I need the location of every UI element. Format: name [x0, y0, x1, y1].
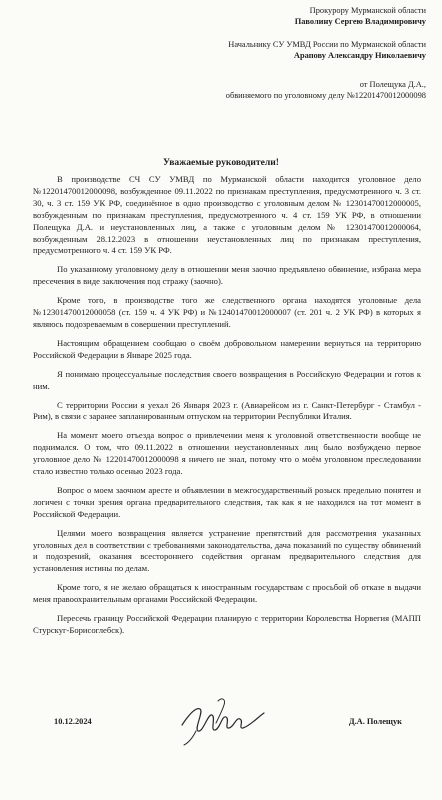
addressee-investigation-head — [228, 40, 426, 62]
paragraph: С территории России я уехал 26 Января 2023 г. (Авиарейсом из г. Санкт-Петербург - Стамбул - Рим), в связи с заранее запланированным отпуском на территории Республики Италия. — [33, 399, 421, 422]
paragraph: В производстве СЧ СУ УМВД по Мурманской области находится уголовное дело №12201470012000098, возбужденное 09.11.2022 по признакам преступления, предусмотренного ч. 3 ст. 30, ч. 3 ст. 159 УК РФ, соединённое в одно производство с уголовным делом № 12301470012000005, возбужденным по признакам преступления, предусмотренного ч. 4 ст. 159 УК РФ, в отношении Полещука Д.А. и неустановленных лиц, а также с уголовным делом № 12301470012000064, возбужденным 28.12.2023 в отношении неустановленных лиц по признакам преступления, предусмотренного ч. 4 ст. 159 УК РФ. — [33, 174, 421, 256]
addressee-prosecutor-title: Прокурору Мурманской области — [309, 6, 426, 15]
addressee-prosecutor — [295, 6, 426, 28]
paragraph: Кроме того, в производстве того же следственного органа находятся уголовные дела №12301470012000058 (ст. 159 ч. 4 УК РФ) и №12401470012000007 (ст. 201 ч. 2 УК РФ) в которых я являюсь подозреваемым в совершении преступлений. — [33, 295, 421, 329]
paragraph: Вопрос о моем заочном аресте и объявлении в межгосударственный розыск предельно понятен и логичен с точки зрения органа предварительного следствия, так как я не находился на тот момент в Российской Федерации. — [33, 484, 421, 519]
paragraph: На момент моего отъезда вопрос о привлечении меня к уголовной ответственности вообще не поднимался. О том, что 09.11.2022 в отношении неустановленных лиц было возбуждено первое уголовное дело № 12201470012000098 я ничего не знал, потому что о моём уголовном преследовании стало известно только осенью 2023 года. — [33, 430, 421, 477]
paragraph: Настоящим обращением сообщаю о своём добровольном намерении вернуться на территорию Российской Федерации в Январе 2025 года. — [33, 337, 421, 360]
addressee-investigation-title: Начальнику СУ УМВД России по Мурманской области — [228, 40, 426, 49]
paragraph: Целями моего возвращения является устранение препятствий для рассмотрения указанных уголовных дел в соответствии с требованиями законодательства, дача показаний по существу обвинений и подозрений, оказания всестороннего содействия органам предварительного следствия для установления истины по делам. — [33, 527, 421, 574]
paragraph: Я понимаю процессуальные последствия своего возвращения в Российскую Федерации и готов к ним. — [33, 368, 421, 391]
salutation: Уважаемые руководители! — [163, 157, 279, 168]
letter-body — [33, 174, 421, 644]
sender-block — [226, 80, 426, 102]
sender-name: от Полещука Д.А., — [359, 80, 426, 89]
signer-name: Д.А. Полещук — [348, 717, 402, 726]
paragraph: Пересечь границу Российской Федерации планирую с территории Королевства Норвегия (МАПП Стурскуг-Борисоглебск). — [33, 613, 421, 635]
addressee-prosecutor-name: Паволину Сергею Владимировичу — [294, 16, 426, 26]
handwritten-signature — [178, 695, 268, 747]
letter-date: 10.12.2024 — [54, 717, 92, 726]
paragraph: Кроме того, я не желаю обращаться к иностранным государствам с просьбой об отказе в выдачи меня правоохранительным органами Российской Федерации. — [33, 582, 421, 605]
sender-status: обвиняемого по уголовному делу №12201470012000098 — [225, 90, 426, 100]
paragraph: По указанному уголовному делу в отношении меня заочно предъявлено обвинение, избрана мера пресечения в виде заключения под стражу (заочно). — [33, 264, 421, 287]
addressee-investigation-name: Арапову Александру Николаевичу — [293, 50, 426, 60]
